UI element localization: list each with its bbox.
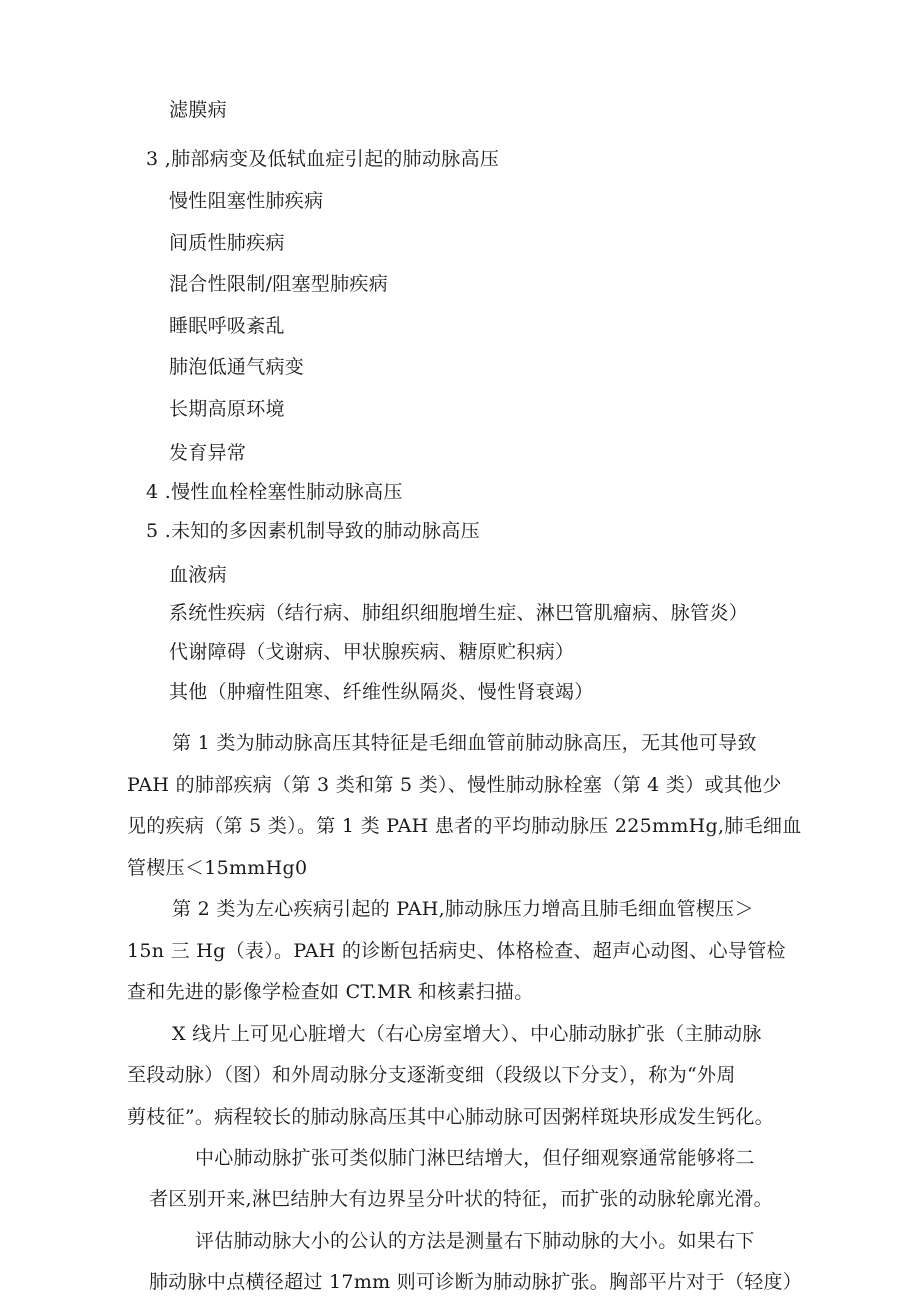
paragraph-line: 第 2 类为左心疾病引起的 PAH,肺动脉压力增高且肺毛细血管楔压＞	[172, 898, 754, 920]
list-item: 其他（肿瘤性阻寒、纤维性纵隔炎、慢性肾衰竭）	[169, 681, 594, 703]
paragraph-line: 管楔压＜15mmHg0	[127, 857, 308, 879]
paragraph-line: X 线片上可见心脏增大（右心房室增大）、中心肺动脉扩张（主肺动脉	[172, 1023, 762, 1045]
list-heading: 3 ,肺部病变及低轼血症引起的肺动脉高压	[146, 148, 500, 170]
list-item: 睡眠呼吸紊乱	[169, 315, 285, 337]
list-item: 肺泡低通气病变	[169, 356, 305, 378]
list-item: 血液病	[169, 564, 227, 586]
paragraph-line: 评估肺动脉大小的公认的方法是测量右下肺动脉的大小。如果右下	[195, 1230, 755, 1252]
list-item: 代谢障碍（戈谢病、甲状腺疾病、糖原贮积病）	[169, 641, 575, 663]
paragraph-line: 查和先进的影像学检查如 CT.MR 和核素扫描。	[127, 981, 534, 1003]
paragraph-line: 肺动脉中点横径超过 17mm 则可诊断为肺动脉扩张。胸部平片对于（轻度）	[149, 1271, 803, 1293]
list-item: 长期高原环境	[169, 398, 285, 420]
paragraph-line: 15n 三 Hg（表）。PAH 的诊断包括病史、体格检查、超声心动图、心导管检	[127, 940, 786, 962]
paragraph-line: PAH 的肺部疾病（第 3 类和第 5 类）、慢性肺动脉栓塞（第 4 类）或其他少	[127, 774, 782, 796]
paragraph-line: 第 1 类为肺动脉高压其特征是毛细血管前肺动脉高压，无其他可导致	[172, 732, 757, 754]
paragraph-line: 中心肺动脉扩张可类似肺门淋巴结增大，但仔细观察通常能够将二	[195, 1147, 755, 1169]
list-item: 间质性肺疾病	[169, 232, 285, 254]
paragraph-line: 见的疾病（第 5 类）。第 1 类 PAH 患者的平均肺动脉压 225mmHg,肺毛细血	[127, 815, 802, 837]
list-item: 系统性疾病（结行病、肺组织细胞增生症、淋巴管肌瘤病、脉管炎）	[169, 602, 749, 624]
list-heading: 5 .未知的多因素机制导致的肺动脉高压	[146, 520, 480, 542]
list-heading: 4 .慢性血栓栓塞性肺动脉高压	[146, 481, 403, 503]
list-item: 慢性阻塞性肺疾病	[169, 190, 324, 212]
list-item: 发育异常	[169, 442, 247, 464]
paragraph-line: 剪枝征”。病程较长的肺动脉高压其中心肺动脉可因粥样斑块形成发生钙化。	[127, 1106, 774, 1128]
paragraph-line: 者区别开来,淋巴结肿大有边界呈分叶状的特征，而扩张的动脉轮廓光滑。	[149, 1188, 773, 1210]
text-line: 滤膜病	[169, 99, 227, 121]
paragraph-line: 至段动脉）（图）和外周动脉分支逐渐变细（段级以下分支），称为“外周	[127, 1064, 736, 1086]
list-item: 混合性限制/阻塞型肺疾病	[169, 273, 389, 295]
